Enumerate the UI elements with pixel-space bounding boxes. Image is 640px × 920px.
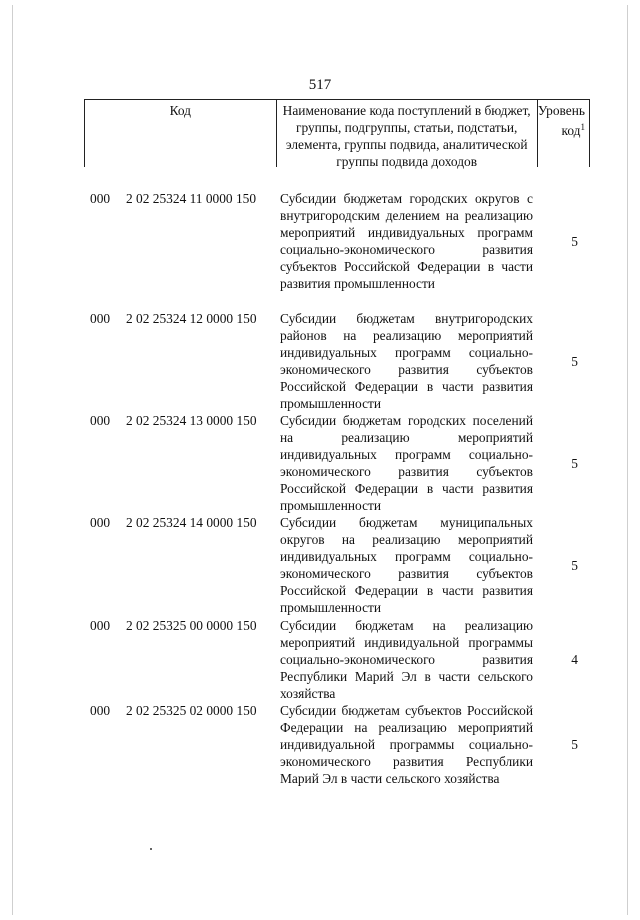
table-row	[84, 514, 590, 616]
scan-speck	[150, 848, 152, 850]
row-code: 2 02 25324 11 0000 150	[126, 191, 257, 206]
row-level: 5	[571, 353, 578, 369]
table-row	[84, 190, 590, 292]
header-level	[538, 100, 589, 167]
row-level: 5	[571, 455, 578, 471]
row-prefix: 000	[90, 191, 111, 206]
table-header	[84, 99, 590, 167]
header-name: Наименование кода поступлений в бюджет, группы, подгруппы, статьи, подстатьи, элемента, группы подвида, аналитической группы подвида доходов	[277, 100, 538, 167]
row-prefix: 000	[90, 311, 111, 326]
table-row	[84, 310, 590, 412]
header-level-footnote: 1	[580, 122, 585, 132]
row-name: Субсидии бюджетам внутригородских районов на реализацию мероприятий индивидуальных программ социально-экономического развития субъектов Российской Федерации в части развития промышленности	[280, 311, 533, 411]
row-level: 5	[571, 557, 578, 573]
row-prefix: 000	[90, 703, 111, 718]
row-name: Субсидии бюджетам муниципальных округов на реализацию мероприятий индивидуальных программ социально-экономического развития субъектов Российской Федерации в части развития промышленности	[280, 515, 533, 615]
page-number: 517	[308, 77, 332, 93]
table-row	[84, 617, 590, 702]
table-row	[84, 702, 590, 787]
row-level: 4	[571, 652, 578, 667]
row-name: Субсидии бюджетам субъектов Российской Федерации на реализацию мероприятий индивидуальной программы социально-экономического развития Республики Марий Эл в части сельского хозяйства	[280, 703, 533, 786]
row-prefix: 000	[90, 413, 111, 428]
row-name: Субсидии бюджетам городских поселений на реализацию мероприятий индивидуальных программ социально-экономического развития субъектов Российской Федерации в части развития промышленности	[280, 413, 533, 513]
row-code: 2 02 25324 13 0000 150	[126, 413, 257, 428]
row-name: Субсидии бюджетам на реализацию мероприятий индивидуальной программы социально-экономического развития Республики Марий Эл в части сельского хозяйства	[280, 618, 533, 701]
row-code: 2 02 25325 00 0000 150	[126, 618, 257, 633]
row-code: 2 02 25324 12 0000 150	[126, 311, 257, 326]
row-code: 2 02 25325 02 0000 150	[126, 703, 257, 718]
row-name: Субсидии бюджетам городских округов с внутригородским делением на реализацию мероприятий индивидуальных программ социально-экономического развития субъектов Российской Федерации в части развития промышленности	[280, 191, 533, 291]
row-level: 5	[571, 737, 578, 752]
header-level-label: Уровень код	[537, 103, 585, 138]
row-level: 5	[571, 233, 578, 249]
table-row	[84, 412, 590, 514]
row-code: 2 02 25324 14 0000 150	[126, 515, 257, 530]
header-code: Код	[85, 100, 277, 167]
row-prefix: 000	[90, 515, 111, 530]
row-prefix: 000	[90, 618, 111, 633]
